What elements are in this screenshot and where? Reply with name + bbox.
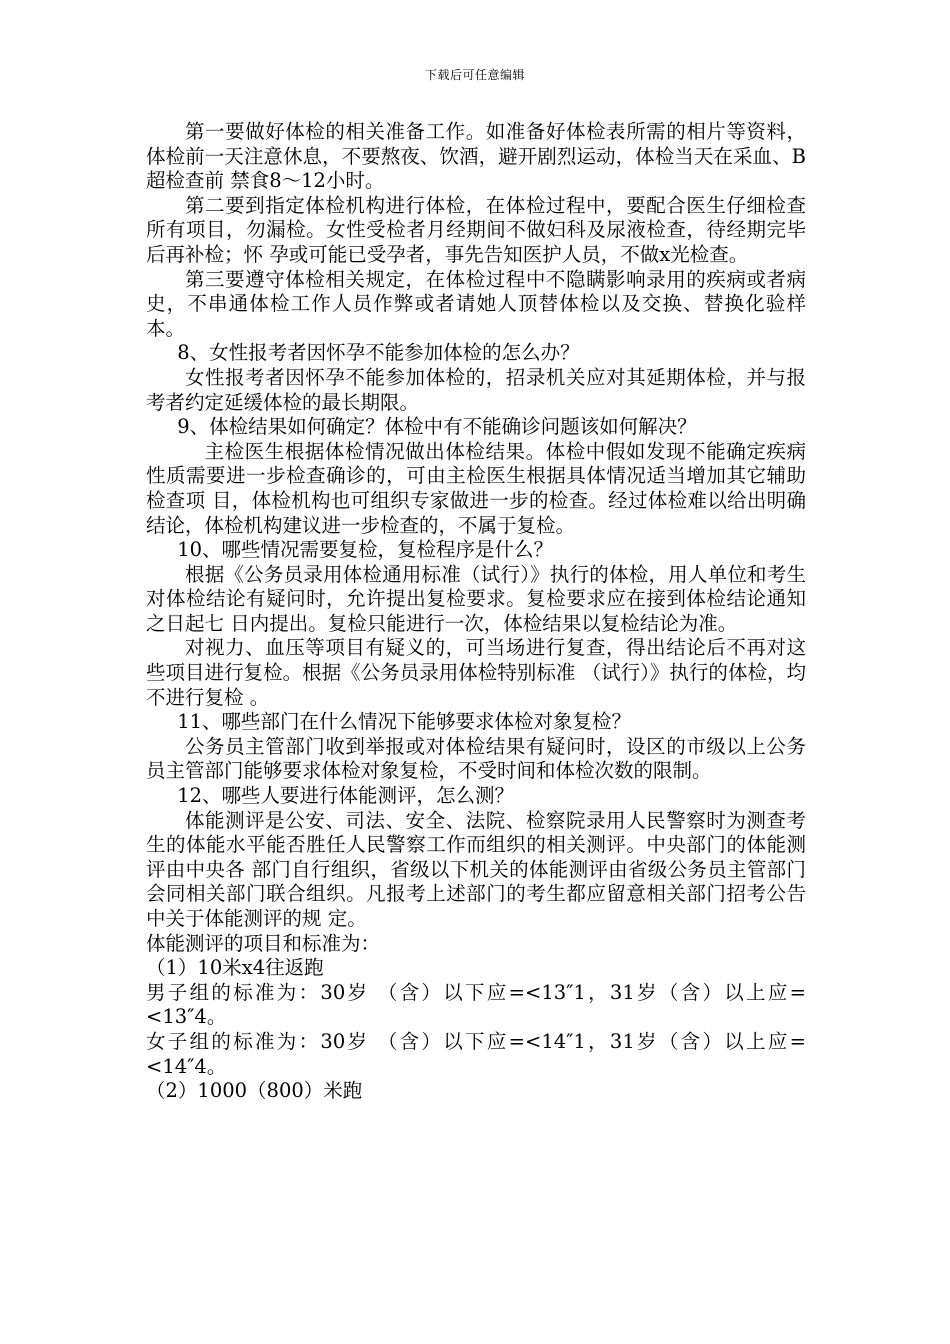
paragraph-prep: 第一要做好体检的相关准备工作。如准备好体检表所需的相片等资料，体检前一天注意休息，不要熬夜、饮酒，避开剧烈运动，体检当天在采血、B超检查前 禁食8～12小时。 (146, 120, 806, 193)
answer-8: 女性报考者因怀孕不能参加体检的，招录机关应对其延期体检，并与报考者约定延缓体检的最长期限。 (146, 365, 806, 414)
item-1-male-standard: 男子组的标准为：30岁 （含）以下应=<13″1，31岁（含）以上应=<13″4。 (146, 980, 806, 1029)
answer-11: 公务员主管部门收到举报或对体检结果有疑问时，设区的市级以上公务员主管部门能够要求体检对象复检，不受时间和体检次数的限制。 (146, 734, 806, 783)
item-1-title: （1）10米x4往返跑 (146, 956, 324, 980)
question-12: 12、哪些人要进行体能测评，怎么测？ (177, 784, 515, 808)
answer-10-a: 根据《公务员录用体检通用标准（试行）》执行的体检，用人单位和考生对体检结论有疑问时，允许提出复检要求。复检要求应在接到体检结论通知之日起七 日内提出。复检只能进行一次，体检结果以复检结论为准。 (146, 562, 806, 635)
page-header: 下载后可任意编辑 (424, 68, 525, 82)
item-1-female-standard: 女子组的标准为：30岁 （含）以下应=<14″1，31岁（含）以上应=<14″4。 (146, 1029, 806, 1078)
question-10: 10、哪些情况需要复检，复检程序是什么？ (177, 538, 554, 562)
question-11: 11、哪些部门在什么情况下能够要求体检对象复检？ (177, 710, 632, 734)
paragraph-rules: 第三要遵守体检相关规定，在体检过程中不隐瞒影响录用的疾病或者病史，不串通体检工作人员作弊或者请她人顶替体检以及交换、替换化验样本。 (146, 267, 806, 340)
answer-10-b: 对视力、血压等项目有疑义的，可当场进行复查，得出结论后不再对这些项目进行复检。根据《公务员录用体检特别标准 （试行）》执行的体检，均不进行复检 。 (146, 636, 806, 709)
answer-12: 体能测评是公安、司法、安全、法院、检察院录用人民警察时为测查考生的体能水平能否胜任人民警察工作而组织的相关测评。中央部门的体能测评由中央各 部门自行组织，省级以下机关的体能测评由省级公务员主管部门会同相关部门联合组织。凡报考上述部门的考生都应留意相关部门招考公告中关于体能测评的规 定。 (146, 808, 806, 930)
question-9: 9、体检结果如何确定？体检中有不能确诊问题该如何解决？ (177, 415, 697, 439)
standards-heading: 体能测评的项目和标准为： (146, 931, 381, 955)
question-8: 8、女性报考者因怀孕不能参加体检的怎么办？ (177, 341, 580, 365)
item-2-title: （2）1000（800）米跑 (146, 1079, 363, 1103)
answer-9: 主检医生根据体检情况做出体检结果。体检中假如发现不能确定疾病性质需要进一步检查确诊的，可由主检医生根据具体情况适当增加其它辅助检查项 目，体检机构也可组织专家做进一步的检查。经过体检难以给出明确结论，体检机构建议进一步检查的，不属于复检。 (146, 439, 806, 537)
document-body (146, 120, 806, 1104)
paragraph-designated-institution: 第二要到指定体检机构进行体检，在体检过程中，要配合医生仔细检查所有项目，勿漏检。女性受检者月经期间不做妇科及尿液检查，待经期完毕后再补检；怀 孕或可能已受孕者，事先告知医护人员，不做x光检查。 (146, 193, 806, 266)
